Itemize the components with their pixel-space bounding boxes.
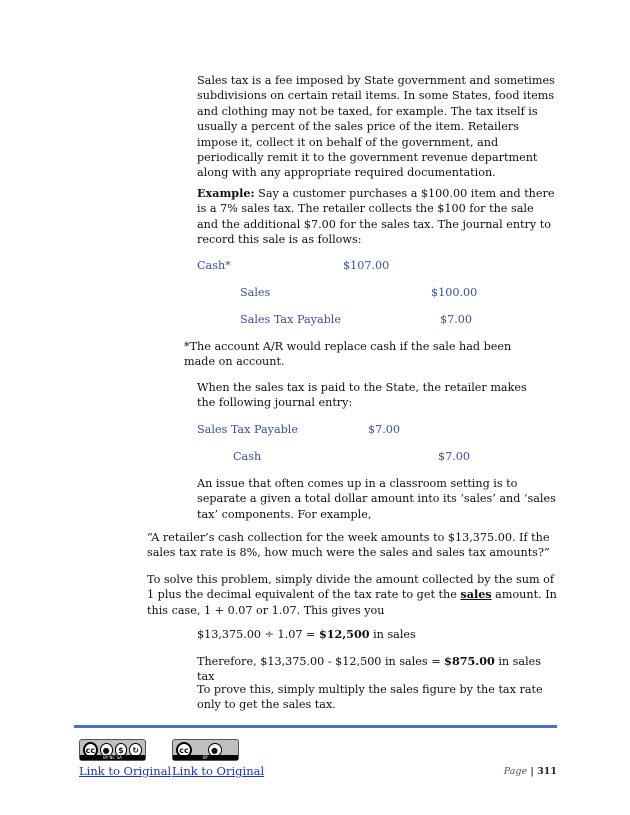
paid-paragraph: When the sales tax is paid to the State, the retailer makes the following journal entry: [197, 381, 527, 410]
calc2-result: $875.00 [444, 654, 495, 668]
solve-part2: amount. In this case, 1 + 0.07 or 1.07. This gives you [147, 588, 557, 617]
page-number-value: 311 [537, 766, 557, 777]
entry1-credit1-amount: $100.00 [431, 286, 478, 299]
example-paragraph [197, 186, 557, 248]
calc2-line [197, 654, 557, 685]
entry1-credit1-account: Sales [240, 286, 271, 299]
badge1-strip: BY NC SA [80, 755, 145, 760]
calc1-expr: $13,375.00 ÷ 1.07 = [197, 628, 319, 641]
cc-icon: cc [176, 742, 192, 758]
intro-paragraph: Sales tax is a fee imposed by State government and sometimes subdivisions on certain retail items. In some States, food items and clothing may not be taxed, for example. The tax itself is usually a percent of the sales price of the item. Retailers impose it, collect it on behalf of the government, and periodically remit it to the government revenue department along with any appropriate required documentation. [197, 74, 555, 180]
badge2-strip: BY [173, 755, 238, 760]
by-icon: ● [100, 743, 113, 757]
nc-icon: $ [115, 743, 128, 757]
example-label: Example: [197, 186, 255, 200]
entry1-credit2-account: Sales Tax Payable [240, 313, 342, 326]
by-icon: ● [208, 743, 222, 757]
entry2-credit-account: Cash [233, 450, 262, 463]
issue-paragraph: An issue that often comes up in a classroom setting is to separate a given a total dollar amount into its ‘sales’ and ‘sales tax’ components. For example, [197, 477, 556, 521]
page-separator: | [527, 766, 538, 777]
entry1-debit-account: Cash* [197, 259, 231, 272]
calc2-suffix: in sales tax [197, 655, 542, 684]
calc1-line [197, 627, 557, 642]
prove-paragraph: To prove this, simply multiply the sales figure by the tax rate only to get the sales tax. [197, 683, 543, 712]
footer-rule [74, 725, 557, 728]
calc2-expr: Therefore, $13,375.00 - $12,500 in sales = [197, 655, 445, 668]
cc-icon: cc [83, 742, 98, 758]
page-number [504, 764, 557, 779]
sa-icon: ↻ [129, 743, 142, 757]
cc-by-badge[interactable] [172, 739, 239, 761]
page-label: Page [503, 766, 528, 777]
solve-emph: sales [460, 587, 492, 602]
link-to-original-2[interactable]: Link to Original [172, 764, 265, 778]
example-text: Say a customer purchases a $100.00 item and there is a 7% sales tax. The retailer collects the $100 for the sale and the additional $7.00 for the sales tax. The journal entry to record this sale is as follows: [197, 187, 555, 247]
cc-by-nc-sa-badge[interactable] [79, 739, 146, 761]
link-to-original-1[interactable]: Link to Original [79, 764, 172, 778]
quote-paragraph: “A retailer’s cash collection for the week amounts to $13,375.00. If the sales tax rate is 8%, how much were the sales and sales tax amounts?” [147, 531, 550, 560]
footnote: *The account A/R would replace cash if the sale had been made on account. [184, 340, 512, 369]
entry1-debit-amount: $107.00 [343, 259, 390, 272]
calc1-result: $12,500 [318, 627, 370, 641]
solve-paragraph [147, 572, 557, 618]
entry2-credit-amount: $7.00 [438, 450, 471, 463]
entry2-debit-account: Sales Tax Payable [197, 423, 299, 436]
entry2-debit-amount: $7.00 [368, 423, 401, 436]
solve-part1: To solve this problem, simply divide the amount collected by the sum of 1 plus the decimal equivalent of the tax rate to get the [147, 573, 554, 602]
calc1-suffix: in sales [369, 628, 416, 641]
entry1-credit2-amount: $7.00 [440, 313, 473, 326]
